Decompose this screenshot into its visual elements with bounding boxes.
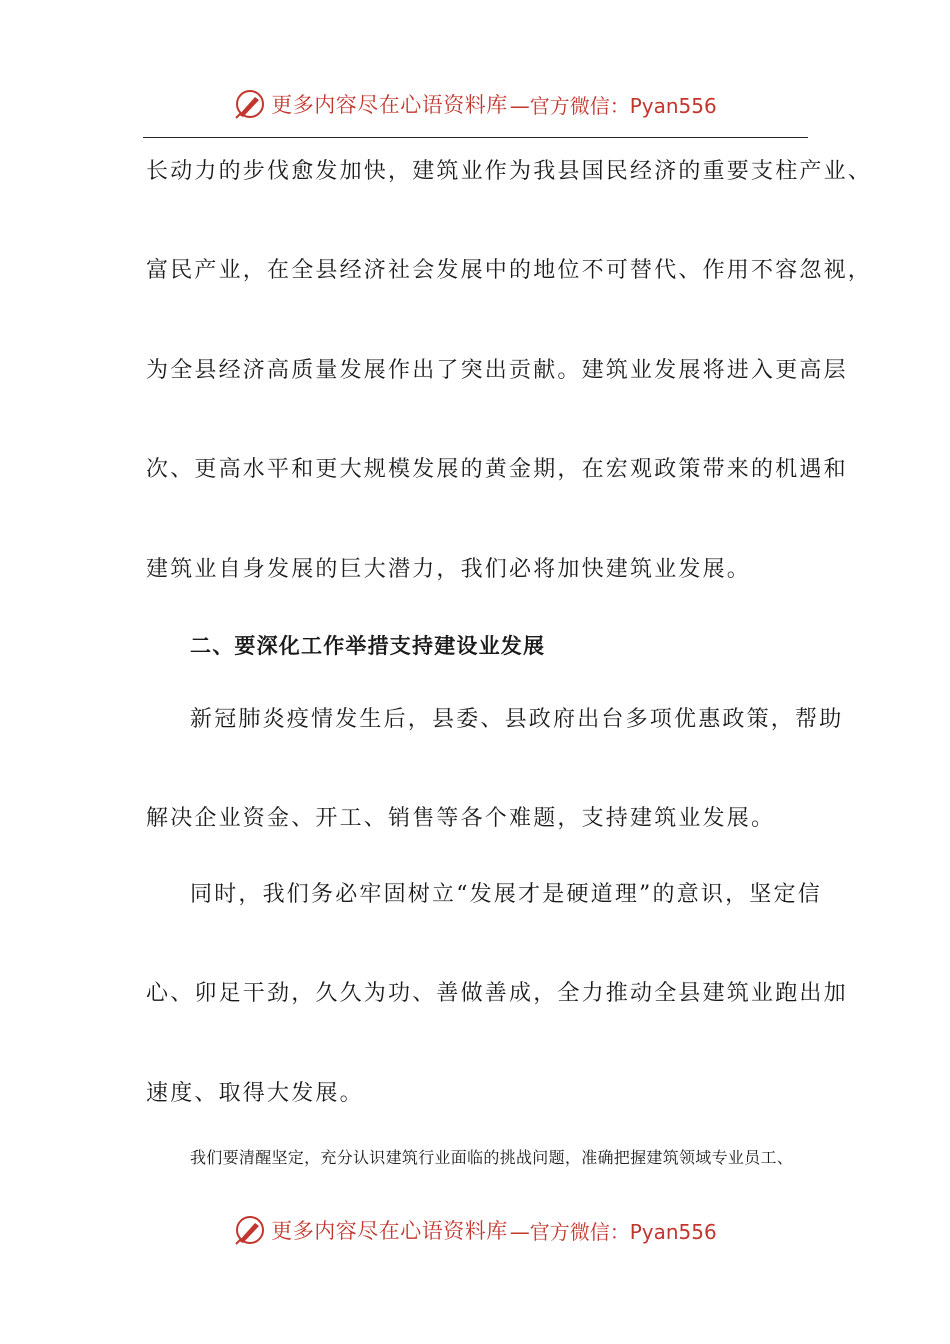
pen-logo-icon [233, 1213, 267, 1247]
paragraph-line: 心、卯足干劲，久久为功、善做善成，全力推动全县建筑业跑出加 [146, 981, 848, 1006]
watermark-contact: —官方微信：Pyan556 [509, 93, 717, 118]
header-watermark [0, 84, 950, 124]
pen-logo-icon [233, 87, 267, 121]
footer-watermark [0, 1210, 950, 1250]
header-divider [143, 137, 808, 138]
paragraph-line: 次、更高水平和更大规模发展的黄金期，在宏观政策带来的机遇和 [146, 457, 848, 482]
paragraph-line: 同时，我们务必牢固树立“发展才是硬道理”的意识，坚定信 [190, 882, 822, 907]
paragraph-line: 速度、取得大发展。 [146, 1081, 364, 1106]
watermark-brand: 更多内容尽在心语资料库 [271, 1219, 508, 1243]
paragraph-line: 解决企业资金、开工、销售等各个难题，支持建筑业发展。 [146, 806, 776, 831]
paragraph-line: 建筑业自身发展的巨大潜力，我们必将加快建筑业发展。 [146, 557, 752, 582]
paragraph-line: 新冠肺炎疫情发生后，县委、县政府出台多项优惠政策，帮助 [190, 707, 844, 732]
section-heading: 二、要深化工作举措支持建设业发展 [190, 634, 546, 658]
watermark-brand: 更多内容尽在心语资料库 [271, 93, 508, 117]
paragraph-line: 富民产业，在全县经济社会发展中的地位不可替代、作用不容忽视， [146, 258, 873, 283]
paragraph-line: 长动力的步伐愈发加快，建筑业作为我县国民经济的重要支柱产业、 [146, 159, 873, 184]
paragraph-line: 为全县经济高质量发展作出了突出贡献。建筑业发展将进入更高层 [146, 358, 848, 383]
watermark-contact: —官方微信：Pyan556 [509, 1219, 717, 1244]
paragraph-line-small: 我们要清醒坚定，充分认识建筑行业面临的挑战问题，准确把握建筑领域专业员工、 [190, 1148, 794, 1167]
